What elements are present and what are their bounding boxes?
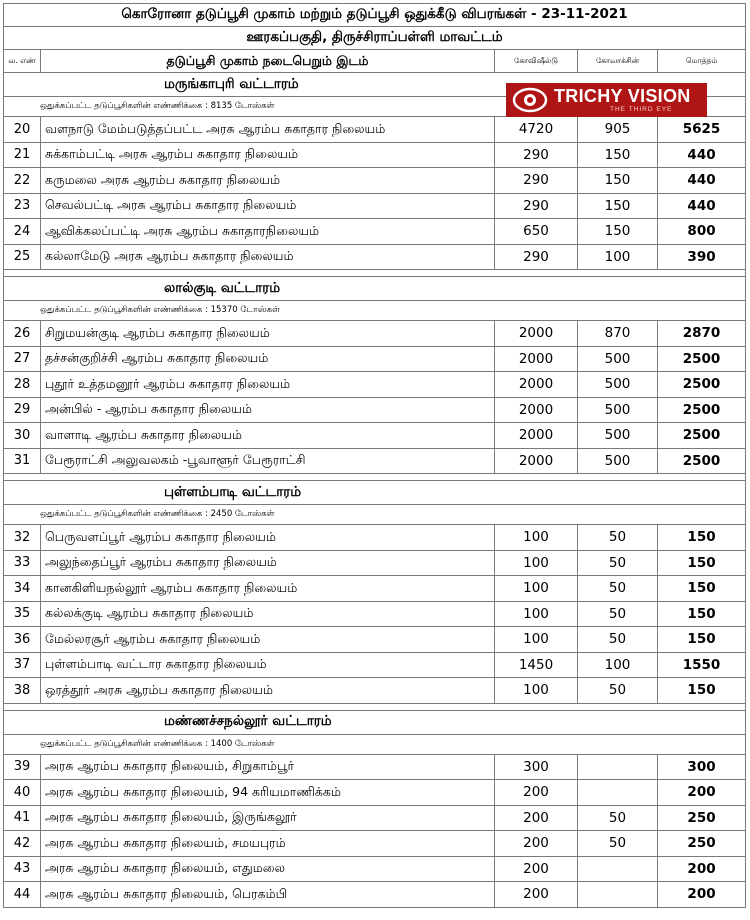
total-count-cell: 150 [658, 576, 746, 602]
table-row [4, 882, 746, 908]
camp-location-cell: பேரூராட்சி அலுவலகம் -பூவாளூர் பேரூராட்சி [41, 448, 495, 474]
covishield-count-cell: 2000 [495, 321, 578, 347]
camp-location-cell: அரசு ஆரம்ப சுகாதார நிலையம், இருங்கலூர் [41, 805, 495, 831]
block-name: மருங்காபுரி வட்டாரம் [4, 73, 746, 97]
covishield-count-cell: 100 [495, 550, 578, 576]
total-count-cell: 150 [658, 627, 746, 653]
camp-location-cell: அரசு ஆரம்ப சுகாதார நிலையம், சிறுகாம்பூர் [41, 754, 495, 780]
serial-number-cell: 29 [4, 397, 41, 423]
table-row [4, 805, 746, 831]
camp-location-cell: ஒரத்தூர் அரசு ஆரம்ப சுகாதார நிலையம் [41, 678, 495, 704]
camp-location-cell: வாளாடி ஆரம்ப சுகாதார நிலையம் [41, 423, 495, 449]
allotment-text: ஒதுக்கப்பட்ட தடுப்பூசிகளின் எண்ணிக்கை : 15370 டோஸ்கள் [4, 301, 746, 321]
table-row [4, 550, 746, 576]
total-count-cell: 2500 [658, 397, 746, 423]
table-row [4, 576, 746, 602]
camp-location-cell: புள்ளம்பாடி வட்டார சுகாதார நிலையம் [41, 652, 495, 678]
covishield-count-cell: 290 [495, 168, 578, 194]
covaxin-count-cell: 50 [578, 805, 658, 831]
serial-number-cell: 36 [4, 627, 41, 653]
covaxin-count-cell: 100 [578, 244, 658, 270]
serial-number-cell: 38 [4, 678, 41, 704]
covaxin-count-cell: 500 [578, 346, 658, 372]
section-spacer-cell [4, 474, 746, 481]
covaxin-count-cell: 500 [578, 448, 658, 474]
covishield-count-cell: 2000 [495, 397, 578, 423]
serial-number-cell: 37 [4, 652, 41, 678]
col-header-total: மொத்தம் [658, 50, 746, 73]
table-row [4, 448, 746, 474]
covaxin-count-cell: 50 [578, 627, 658, 653]
block-header-row [4, 710, 746, 734]
serial-number-cell: 33 [4, 550, 41, 576]
covaxin-count-cell: 150 [578, 142, 658, 168]
covaxin-count-cell: 500 [578, 397, 658, 423]
covishield-count-cell: 100 [495, 678, 578, 704]
covishield-count-cell: 2000 [495, 346, 578, 372]
covishield-count-cell: 200 [495, 831, 578, 857]
camp-location-cell: அரசு ஆரம்ப சுகாதார நிலையம், பெரகம்பி [41, 882, 495, 908]
covishield-count-cell: 300 [495, 754, 578, 780]
camp-location-cell: பெருவளப்பூர் ஆரம்ப சுகாதார நிலையம் [41, 525, 495, 551]
serial-number-cell: 20 [4, 117, 41, 143]
column-header-row [4, 50, 746, 73]
table-row [4, 525, 746, 551]
serial-number-cell: 32 [4, 525, 41, 551]
covishield-count-cell: 290 [495, 142, 578, 168]
logo-brand-text: TRICHY VISION [554, 86, 691, 106]
covishield-count-cell: 100 [495, 627, 578, 653]
covishield-count-cell: 290 [495, 244, 578, 270]
table-body [4, 4, 746, 908]
camp-location-cell: கருமலை அரசு ஆரம்ப சுகாதார நிலையம் [41, 168, 495, 194]
document-subtitle: ஊரகப்பகுதி, திருச்சிராப்பள்ளி மாவட்டம் [4, 27, 746, 50]
total-count-cell: 440 [658, 142, 746, 168]
title-row [4, 4, 746, 27]
total-count-cell: 440 [658, 193, 746, 219]
total-count-cell: 800 [658, 219, 746, 245]
table-row [4, 754, 746, 780]
covaxin-count-cell: 500 [578, 372, 658, 398]
section-spacer-row [4, 270, 746, 277]
eye-logo-icon [512, 87, 548, 113]
serial-number-cell: 40 [4, 780, 41, 806]
covaxin-count-cell: 50 [578, 601, 658, 627]
serial-number-cell: 27 [4, 346, 41, 372]
covaxin-count-cell: 50 [578, 525, 658, 551]
table-row [4, 168, 746, 194]
allotment-row [4, 301, 746, 321]
total-count-cell: 2870 [658, 321, 746, 347]
camp-location-cell: அரசு ஆரம்ப சுகாதார நிலையம், 94 கரியமாணிக்கம் [41, 780, 495, 806]
total-count-cell: 390 [658, 244, 746, 270]
serial-number-cell: 31 [4, 448, 41, 474]
table-row [4, 321, 746, 347]
camp-location-cell: செவல்பட்டி அரசு ஆரம்ப சுகாதார நிலையம் [41, 193, 495, 219]
block-header-row [4, 277, 746, 301]
camp-location-cell: வளநாடு மேம்படுத்தப்பட்ட அரசு ஆரம்ப சுகாதார நிலையம் [41, 117, 495, 143]
covaxin-count-cell: 870 [578, 321, 658, 347]
allotment-text: ஒதுக்கப்பட்ட தடுப்பூசிகளின் எண்ணிக்கை : 8135 டோஸ்கள் [4, 97, 746, 117]
table-row [4, 423, 746, 449]
covishield-count-cell: 2000 [495, 423, 578, 449]
allotment-row [4, 505, 746, 525]
total-count-cell: 250 [658, 805, 746, 831]
table-row [4, 601, 746, 627]
serial-number-cell: 42 [4, 831, 41, 857]
camp-location-cell: அரசு ஆரம்ப சுகாதார நிலையம், எதுமலை [41, 856, 495, 882]
allotment-text: ஒதுக்கப்பட்ட தடுப்பூசிகளின் எண்ணிக்கை : 2450 டோஸ்கள் [4, 505, 746, 525]
total-count-cell: 1550 [658, 652, 746, 678]
covaxin-count-cell: 50 [578, 831, 658, 857]
subtitle-row [4, 27, 746, 50]
logo-tagline-text: THE THIRD EYE [610, 106, 673, 113]
total-count-cell: 2500 [658, 448, 746, 474]
serial-number-cell: 41 [4, 805, 41, 831]
col-header-covishield: கோவிஷீல்டு [495, 50, 578, 73]
total-count-cell: 200 [658, 882, 746, 908]
table-row [4, 780, 746, 806]
block-header-row [4, 481, 746, 505]
camp-location-cell: அன்பில் - ஆரம்ப சுகாதார நிலையம் [41, 397, 495, 423]
section-spacer-row [4, 474, 746, 481]
total-count-cell: 200 [658, 780, 746, 806]
covaxin-count-cell: 50 [578, 576, 658, 602]
camp-location-cell: சுக்காம்பட்டி அரசு ஆரம்ப சுகாதார நிலையம் [41, 142, 495, 168]
block-name: புள்ளம்பாடி வட்டாரம் [4, 481, 746, 505]
col-header-place: தடுப்பூசி முகாம் நடைபெறும் இடம் [41, 50, 495, 73]
table-row [4, 219, 746, 245]
covishield-count-cell: 100 [495, 525, 578, 551]
col-header-sno: வ. எண் [4, 50, 41, 73]
total-count-cell: 150 [658, 678, 746, 704]
vaccination-table [3, 3, 746, 908]
trichy-vision-watermark [506, 83, 707, 117]
total-count-cell: 300 [658, 754, 746, 780]
total-count-cell: 200 [658, 856, 746, 882]
covaxin-count-cell [578, 882, 658, 908]
covaxin-count-cell: 150 [578, 219, 658, 245]
serial-number-cell: 25 [4, 244, 41, 270]
total-count-cell: 2500 [658, 346, 746, 372]
table-row [4, 346, 746, 372]
table-row [4, 372, 746, 398]
camp-location-cell: சிறுமயன்குடி ஆரம்ப சுகாதார நிலையம் [41, 321, 495, 347]
serial-number-cell: 35 [4, 601, 41, 627]
table-row [4, 652, 746, 678]
vaccination-schedule-sheet [3, 3, 745, 918]
table-row [4, 142, 746, 168]
table-row [4, 678, 746, 704]
covaxin-count-cell: 50 [578, 550, 658, 576]
document-title: கொரோனா தடுப்பூசி முகாம் மற்றும் தடுப்பூசி ஒதுக்கீடு விபரங்கள் - 23-11-2021 [4, 4, 746, 27]
allotment-text: ஒதுக்கப்பட்ட தடுப்பூசிகளின் எண்ணிக்கை : 1400 டோஸ்கள் [4, 734, 746, 754]
section-spacer-cell [4, 270, 746, 277]
covishield-count-cell: 1450 [495, 652, 578, 678]
serial-number-cell: 26 [4, 321, 41, 347]
camp-location-cell: தச்சன்குறிச்சி ஆரம்ப சுகாதார நிலையம் [41, 346, 495, 372]
serial-number-cell: 23 [4, 193, 41, 219]
covishield-count-cell: 200 [495, 856, 578, 882]
covishield-count-cell: 4720 [495, 117, 578, 143]
table-row [4, 856, 746, 882]
covaxin-count-cell: 905 [578, 117, 658, 143]
camp-location-cell: கானகிளியநல்லூர் ஆரம்ப சுகாதார நிலையம் [41, 576, 495, 602]
total-count-cell: 440 [658, 168, 746, 194]
camp-location-cell: மேல்லரசூர் ஆரம்ப சுகாதார நிலையம் [41, 627, 495, 653]
covaxin-count-cell: 150 [578, 193, 658, 219]
serial-number-cell: 43 [4, 856, 41, 882]
camp-location-cell: கல்லாமேடு அரசு ஆரம்ப சுகாதார நிலையம் [41, 244, 495, 270]
camp-location-cell: அரசு ஆரம்ப சுகாதார நிலையம், சமயபுரம் [41, 831, 495, 857]
total-count-cell: 150 [658, 550, 746, 576]
camp-location-cell: கல்லக்குடி ஆரம்ப சுகாதார நிலையம் [41, 601, 495, 627]
serial-number-cell: 30 [4, 423, 41, 449]
covishield-count-cell: 200 [495, 805, 578, 831]
total-count-cell: 250 [658, 831, 746, 857]
total-count-cell: 150 [658, 525, 746, 551]
serial-number-cell: 21 [4, 142, 41, 168]
total-count-cell: 5625 [658, 117, 746, 143]
table-row [4, 397, 746, 423]
table-row [4, 244, 746, 270]
allotment-row [4, 734, 746, 754]
total-count-cell: 2500 [658, 372, 746, 398]
total-count-cell: 2500 [658, 423, 746, 449]
covishield-count-cell: 2000 [495, 448, 578, 474]
block-name: லால்குடி வட்டாரம் [4, 277, 746, 301]
camp-location-cell: புதூர் உத்தமனூர் ஆரம்ப சுகாதார நிலையம் [41, 372, 495, 398]
covaxin-count-cell: 100 [578, 652, 658, 678]
table-row [4, 117, 746, 143]
covaxin-count-cell: 150 [578, 168, 658, 194]
table-row [4, 193, 746, 219]
total-count-cell: 150 [658, 601, 746, 627]
table-row [4, 627, 746, 653]
section-spacer-cell [4, 703, 746, 710]
serial-number-cell: 44 [4, 882, 41, 908]
covaxin-count-cell [578, 856, 658, 882]
covishield-count-cell: 200 [495, 882, 578, 908]
table-row [4, 831, 746, 857]
covishield-count-cell: 200 [495, 780, 578, 806]
covaxin-count-cell: 50 [578, 678, 658, 704]
covishield-count-cell: 290 [495, 193, 578, 219]
col-header-covaxin: கோவாக்சின் [578, 50, 658, 73]
covishield-count-cell: 650 [495, 219, 578, 245]
section-spacer-row [4, 703, 746, 710]
serial-number-cell: 24 [4, 219, 41, 245]
serial-number-cell: 39 [4, 754, 41, 780]
covishield-count-cell: 2000 [495, 372, 578, 398]
serial-number-cell: 28 [4, 372, 41, 398]
covaxin-count-cell [578, 780, 658, 806]
camp-location-cell: அலுந்தைப்பூர் ஆரம்ப சுகாதார நிலையம் [41, 550, 495, 576]
covaxin-count-cell: 500 [578, 423, 658, 449]
block-name: மண்ணச்சநல்லூர் வட்டாரம் [4, 710, 746, 734]
covishield-count-cell: 100 [495, 576, 578, 602]
covishield-count-cell: 100 [495, 601, 578, 627]
serial-number-cell: 34 [4, 576, 41, 602]
serial-number-cell: 22 [4, 168, 41, 194]
camp-location-cell: ஆவிக்கலப்பட்டி அரசு ஆரம்ப சுகாதாரநிலையம் [41, 219, 495, 245]
covaxin-count-cell [578, 754, 658, 780]
